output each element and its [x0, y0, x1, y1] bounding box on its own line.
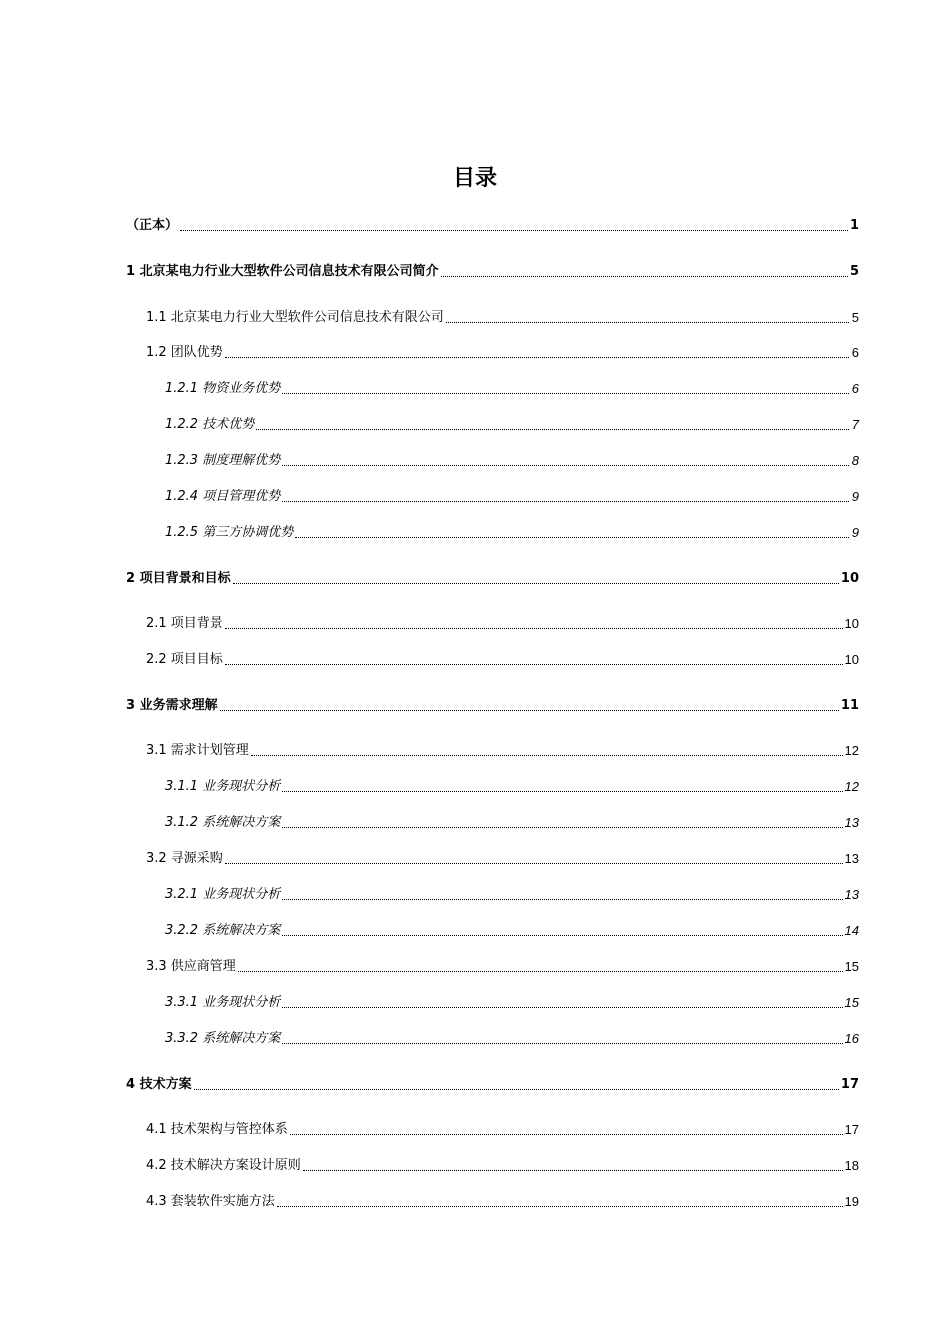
toc-entry-label: 3.2 寻源采购: [146, 851, 223, 866]
toc-leader: [282, 393, 849, 394]
toc-entry[interactable]: [146, 1120, 859, 1140]
toc-page-number: 17: [844, 1122, 859, 1137]
toc-entry[interactable]: [126, 216, 859, 236]
toc-page-number: 16: [844, 1031, 859, 1046]
toc-page-number: 13: [844, 887, 859, 902]
toc-leader: [238, 971, 843, 972]
toc-entry[interactable]: [165, 1029, 859, 1049]
toc-page-number: 18: [844, 1158, 859, 1173]
toc-page-number: 14: [844, 923, 859, 938]
toc-leader: [282, 791, 842, 792]
toc-page-number: 10: [844, 616, 859, 631]
toc-entry-label: 1.2.5 第三方协调优势: [165, 525, 294, 540]
toc-entry[interactable]: [165, 487, 859, 507]
toc-page-number: 6: [851, 345, 859, 360]
toc-entry[interactable]: [126, 696, 859, 716]
toc-leader: [225, 357, 849, 358]
toc-entry-label: 2 项目背景和目标: [126, 571, 231, 586]
toc-leader: [256, 429, 849, 430]
toc-entry-label: 3.2.1 业务现状分析: [165, 887, 281, 902]
toc-entry-label: 1.2 团队优势: [146, 345, 223, 360]
toc-leader: [282, 1043, 842, 1044]
toc-leader: [277, 1206, 843, 1207]
toc-entry[interactable]: [165, 993, 859, 1013]
toc-entry[interactable]: [165, 379, 859, 399]
toc-entry[interactable]: [146, 957, 859, 977]
toc-entry-label: 4.1 技术架构与管控体系: [146, 1122, 288, 1137]
toc-page-number: 15: [844, 959, 859, 974]
toc-page-number: 12: [844, 779, 859, 794]
toc-entry-label: 3.3.1 业务现状分析: [165, 995, 281, 1010]
toc-entry[interactable]: [146, 1156, 859, 1176]
toc-page-number: 10: [844, 652, 859, 667]
toc-page-number: 11: [840, 698, 859, 713]
toc-entry[interactable]: [165, 777, 859, 797]
toc-entry-label: 4.2 技术解决方案设计原则: [146, 1158, 301, 1173]
toc-entry-label: 3.1 需求计划管理: [146, 743, 249, 758]
toc-leader: [233, 583, 839, 584]
toc-entry[interactable]: [146, 650, 859, 670]
toc-page-number: 7: [851, 417, 859, 432]
toc-entry-label: 1 北京某电力行业大型软件公司信息技术有限公司简介: [126, 264, 439, 279]
toc-leader: [220, 710, 839, 711]
toc-entry-label: 1.1 北京某电力行业大型软件公司信息技术有限公司: [146, 310, 444, 325]
toc-entry[interactable]: [165, 921, 859, 941]
toc-leader: [282, 1007, 842, 1008]
toc-leader: [225, 628, 843, 629]
toc-page-number: 10: [840, 571, 859, 586]
toc-entry-label: 3.3 供应商管理: [146, 959, 236, 974]
toc-entry-label: 3 业务需求理解: [126, 698, 218, 713]
toc-entry[interactable]: [146, 849, 859, 869]
toc-leader: [225, 863, 843, 864]
toc-entry[interactable]: [146, 741, 859, 761]
toc-entry[interactable]: [165, 451, 859, 471]
toc-leader: [303, 1170, 843, 1171]
toc-leader: [282, 827, 842, 828]
toc-leader: [282, 501, 849, 502]
toc-leader: [441, 276, 848, 277]
toc-entry[interactable]: [146, 343, 859, 363]
toc-leader: [295, 537, 849, 538]
toc-entry-label: 3.1.1 业务现状分析: [165, 779, 281, 794]
toc-leader: [282, 465, 849, 466]
toc-leader: [446, 322, 849, 323]
toc-entry-label: 1.2.4 项目管理优势: [165, 489, 281, 504]
toc-entry[interactable]: [146, 614, 859, 634]
toc-leader: [225, 664, 843, 665]
toc-page-number: 15: [844, 995, 859, 1010]
toc-page-number: 9: [851, 489, 859, 504]
toc-entry[interactable]: [165, 885, 859, 905]
toc-page-number: 6: [851, 381, 859, 396]
toc-leader: [282, 899, 842, 900]
toc-page-number: 19: [844, 1194, 859, 1209]
toc-entry-label: 1.2.2 技术优势: [165, 417, 255, 432]
toc-entry-label: 1.2.3 制度理解优势: [165, 453, 281, 468]
toc-entry-label: （正本）: [126, 218, 179, 233]
toc-entry[interactable]: [165, 813, 859, 833]
toc-page-number: 8: [851, 453, 859, 468]
toc-entry-label: 3.1.2 系统解决方案: [165, 815, 281, 830]
toc-page-number: 17: [840, 1077, 859, 1092]
toc-page-number: 12: [844, 743, 859, 758]
toc-entry-label: 3.3.2 系统解决方案: [165, 1031, 281, 1046]
toc-entry-label: 3.2.2 系统解决方案: [165, 923, 281, 938]
toc-page-number: 13: [844, 815, 859, 830]
toc-page-number: 5: [849, 264, 859, 279]
toc-page-number: 13: [844, 851, 859, 866]
toc-entry-label: 4.3 套装软件实施方法: [146, 1194, 275, 1209]
toc-leader: [282, 935, 842, 936]
toc-page-number: 9: [851, 525, 859, 540]
toc-entry[interactable]: [165, 523, 859, 543]
toc-entry-label: 2.1 项目背景: [146, 616, 223, 631]
toc-entry[interactable]: [146, 1192, 859, 1212]
toc-leader: [290, 1134, 843, 1135]
toc-leader: [251, 755, 843, 756]
toc-entry[interactable]: [126, 1075, 859, 1095]
toc-entry[interactable]: [165, 415, 859, 435]
toc-leader: [180, 230, 848, 231]
toc-leader: [194, 1089, 839, 1090]
toc-entry[interactable]: [126, 262, 859, 282]
toc-entry[interactable]: [146, 308, 859, 328]
toc-page-number: 5: [851, 310, 859, 325]
toc-entry-label: 2.2 项目目标: [146, 652, 223, 667]
toc-entry[interactable]: [126, 569, 859, 589]
toc-entry-label: 1.2.1 物资业务优势: [165, 381, 281, 396]
toc-page-number: 1: [849, 218, 859, 233]
toc-entry-label: 4 技术方案: [126, 1077, 192, 1092]
toc-title: 目录: [452, 166, 497, 191]
